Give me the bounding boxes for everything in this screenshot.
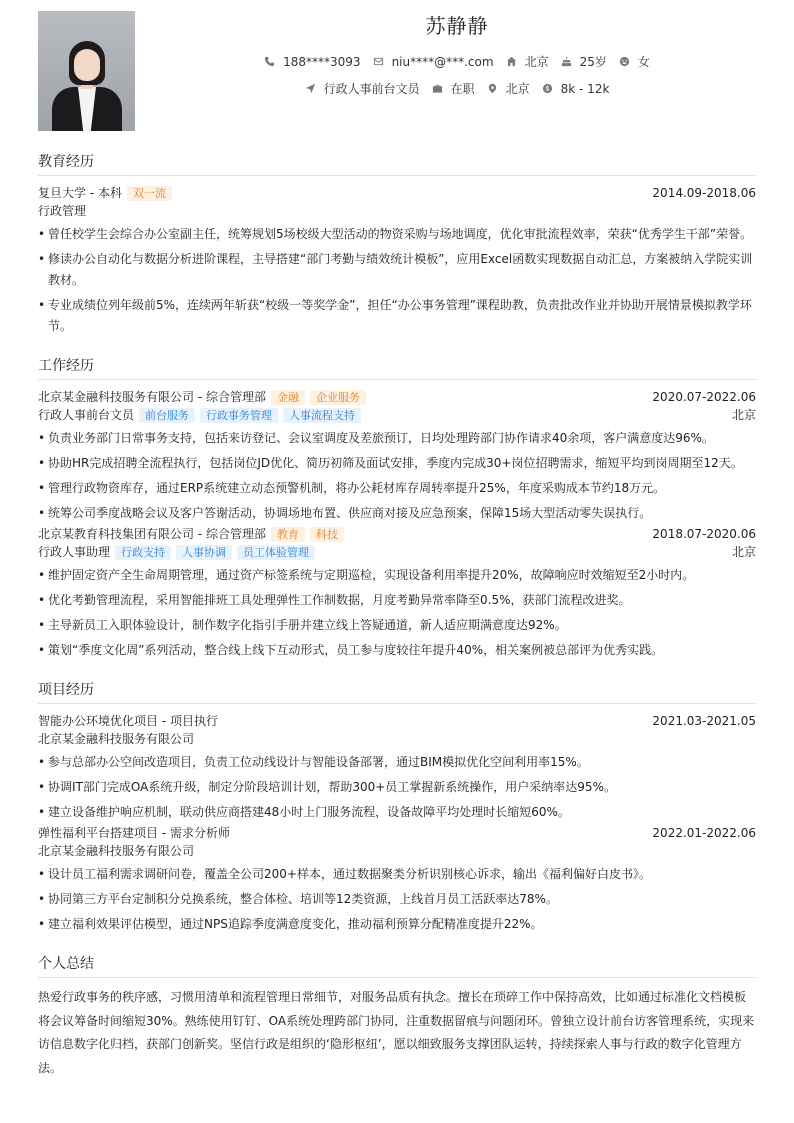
project-entry [38, 824, 756, 935]
education-header-row [38, 184, 756, 202]
project-bullets [38, 752, 756, 823]
company-tag: 科技 [310, 527, 344, 542]
role-tag: 员工体验管理 [237, 545, 315, 560]
company-tag: 企业服务 [310, 390, 366, 405]
target-city-info [487, 80, 530, 97]
status-info [432, 80, 475, 97]
company-row [38, 388, 756, 406]
target-city-text: 北京 [505, 82, 530, 96]
role-name: 行政人事前台文员 [38, 408, 135, 422]
list-item: • 维护固定资产全生命周期管理，通过资产标签系统与定期巡检，实现设备利用率提升20%，故障响应时效缩短至2小时内。 [38, 565, 756, 586]
phone-icon [264, 56, 275, 67]
education-section [38, 151, 756, 337]
target-position-info [305, 80, 420, 97]
work-entry [38, 388, 756, 524]
role-row [38, 406, 756, 424]
summary-section [38, 953, 756, 1080]
gender-text: 女 [637, 55, 650, 69]
role-tag: 前台服务 [139, 408, 195, 423]
company-name: 北京某金融科技服务有限公司 - 综合管理部 [38, 390, 266, 404]
education-bullets [38, 224, 756, 337]
work-location: 北京 [731, 545, 756, 559]
list-item: • 优化考勤管理流程，采用智能排班工具处理弹性工作制数据，月度考勤异常率降至0.5%，获部门流程改进奖。 [38, 590, 756, 611]
project-title-row [38, 824, 756, 842]
project-bullets [38, 864, 756, 935]
list-item: • 管理行政物资库存，通过ERP系统建立动态预警机制，将办公耗材库存周转率提升25%，年度采购成本节约18万元。 [38, 478, 756, 499]
phone-text: 188****3093 [283, 54, 361, 69]
list-item: • 专业成绩位列年级前5%，连续两年斩获“校级一等奖学金”，担任“办公事务管理”课程助教，负责批改作业并协助开展情景模拟教学环节。 [38, 295, 756, 337]
status-text: 在职 [450, 82, 475, 96]
role-tag: 人事流程支持 [283, 408, 361, 423]
list-item: • 参与总部办公空间改造项目，负责工位动线设计与智能设备部署，通过BIM模拟优化空间利用率15%。 [38, 752, 756, 773]
list-item: • 建立设备维护响应机制，联动供应商搭建48小时上门服务流程，设备故障平均处理时长缩短60%。 [38, 802, 756, 823]
age-text: 25岁 [579, 55, 607, 69]
resume-header [38, 10, 756, 132]
list-item: • 修读办公自动化与数据分析进阶课程，主导搭建“部门考勤与绩效统计模板”，应用Excel函数实现数据自动汇总，方案被纳入学院实训教材。 [38, 249, 756, 291]
profile-photo [38, 11, 135, 131]
role-tag: 行政事务管理 [200, 408, 278, 423]
list-item: • 建立福利效果评估模型，通过NPS追踪季度满意度变化，推动福利预算分配精准度提升22%。 [38, 914, 756, 935]
work-section [38, 355, 756, 661]
summary-text: 热爱行政事务的秩序感，习惯用清单和流程管理日常细节，对服务品质有执念。擅长在琐碎工作中保持高效，比如通过标准化文档模板将会议筹备时间缩短30%。熟练使用钉钉、OA系统处理跨部门协同，注重数据留痕与问题闭环。曾独立设计前台访客管理系统，实现来访信息数字化归档，获部门创新奖。坚信行政是组织的‘隐形枢纽’，愿以细致服务支撑团队运转，持续探索人事与行政的数字化管理方法。 [38, 990, 755, 1075]
section-title-summary: 个人总结 [38, 953, 756, 978]
face-icon [619, 56, 630, 67]
project-entry [38, 712, 756, 823]
work-period: 2020.07-2022.06 [652, 390, 756, 404]
role-tag: 人事协调 [176, 545, 232, 560]
target-position-text: 行政人事前台文员 [323, 82, 420, 96]
coin-icon [542, 83, 553, 94]
major-row [38, 202, 756, 220]
role-name: 行政人事助理 [38, 545, 111, 559]
list-item: • 协助HR完成招聘全流程执行，包括岗位JD优化、简历初筛及面试安排，季度内完成30+岗位招聘需求，缩短平均到岗周期至12天。 [38, 453, 756, 474]
company-tag: 金融 [271, 390, 305, 405]
list-item: • 主导新员工入职体验设计，制作数字化指引手册并建立线上答疑通道，新人适应期满意度达92%。 [38, 615, 756, 636]
job-intent-row [158, 80, 756, 97]
contact-info-row [158, 53, 756, 70]
city-info [506, 53, 549, 70]
list-item: • 统筹公司季度战略会议及客户答谢活动，协调场地布置、供应商对接及应急预案，保障15场大型活动零失误执行。 [38, 503, 756, 524]
list-item: • 设计员工福利需求调研问卷，覆盖全公司200+样本，通过数据聚类分析识别核心诉求，输出《福利偏好白皮书》。 [38, 864, 756, 885]
work-location: 北京 [731, 408, 756, 422]
project-title-row [38, 712, 756, 730]
work-entry [38, 525, 756, 661]
company-row [38, 525, 756, 543]
resume-page [38, 10, 756, 1080]
company-tag: 教育 [271, 527, 305, 542]
mail-icon [373, 56, 384, 67]
email-text: niu****@***.com [391, 54, 494, 69]
phone-info [264, 55, 360, 69]
salary-text: 8k - 12k [560, 81, 610, 96]
project-period: 2021.03-2021.05 [652, 714, 756, 728]
home-icon [506, 56, 517, 67]
location-pin-icon [487, 83, 498, 94]
project-period: 2022.01-2022.06 [652, 826, 756, 840]
section-title-projects: 项目经历 [38, 679, 756, 704]
education-period: 2014.09-2018.06 [652, 186, 756, 200]
candidate-name: 苏静静 [425, 14, 489, 38]
list-item: • 曾任校学生会综合办公室副主任，统筹规划5场校级大型活动的物资采购与场地调度，优化审批流程效率，荣获“优秀学生干部”荣誉。 [38, 224, 756, 245]
company-name: 北京某教育科技集团有限公司 - 综合管理部 [38, 527, 266, 541]
school-degree: 复旦大学 - 本科 [38, 186, 122, 200]
list-item: • 负责业务部门日常事务支持，包括来访登记、会议室调度及差旅预订，日均处理跨部门协作请求40余项，客户满意度达96%。 [38, 428, 756, 449]
list-item: • 协调IT部门完成OA系统升级，制定分阶段培训计划，帮助300+员工掌握新系统操作，用户采纳率达95%。 [38, 777, 756, 798]
project-title: 智能办公环境优化项目 - 项目执行 [38, 714, 218, 728]
major: 行政管理 [38, 204, 87, 218]
role-row [38, 543, 756, 561]
salary-info [542, 82, 610, 96]
list-item: • 策划“季度文化周”系列活动，整合线上线下互动形式，员工参与度较往年提升40%，相关案例被总部评为优秀实践。 [38, 640, 756, 661]
project-company-row [38, 842, 756, 860]
gender-info [619, 53, 650, 70]
cake-icon [561, 56, 572, 67]
project-company-row [38, 730, 756, 748]
projects-section [38, 679, 756, 935]
email-info [373, 55, 494, 69]
work-period: 2018.07-2020.06 [652, 527, 756, 541]
section-title-work: 工作经历 [38, 355, 756, 380]
project-title: 弹性福利平台搭建项目 - 需求分析师 [38, 826, 230, 840]
work-bullets [38, 565, 756, 661]
city-text: 北京 [524, 55, 549, 69]
list-item: • 协同第三方平台定制积分兑换系统，整合体检、培训等12类资源，上线首月员工活跃率达78%。 [38, 889, 756, 910]
work-bullets [38, 428, 756, 524]
project-company: 北京某金融科技服务有限公司 [38, 844, 195, 858]
age-info [561, 53, 607, 70]
project-company: 北京某金融科技服务有限公司 [38, 732, 195, 746]
section-title-education: 教育经历 [38, 151, 756, 176]
school-tag: 双一流 [127, 186, 172, 201]
briefcase-icon [432, 83, 443, 94]
send-icon [305, 83, 316, 94]
role-tag: 行政支持 [115, 545, 171, 560]
